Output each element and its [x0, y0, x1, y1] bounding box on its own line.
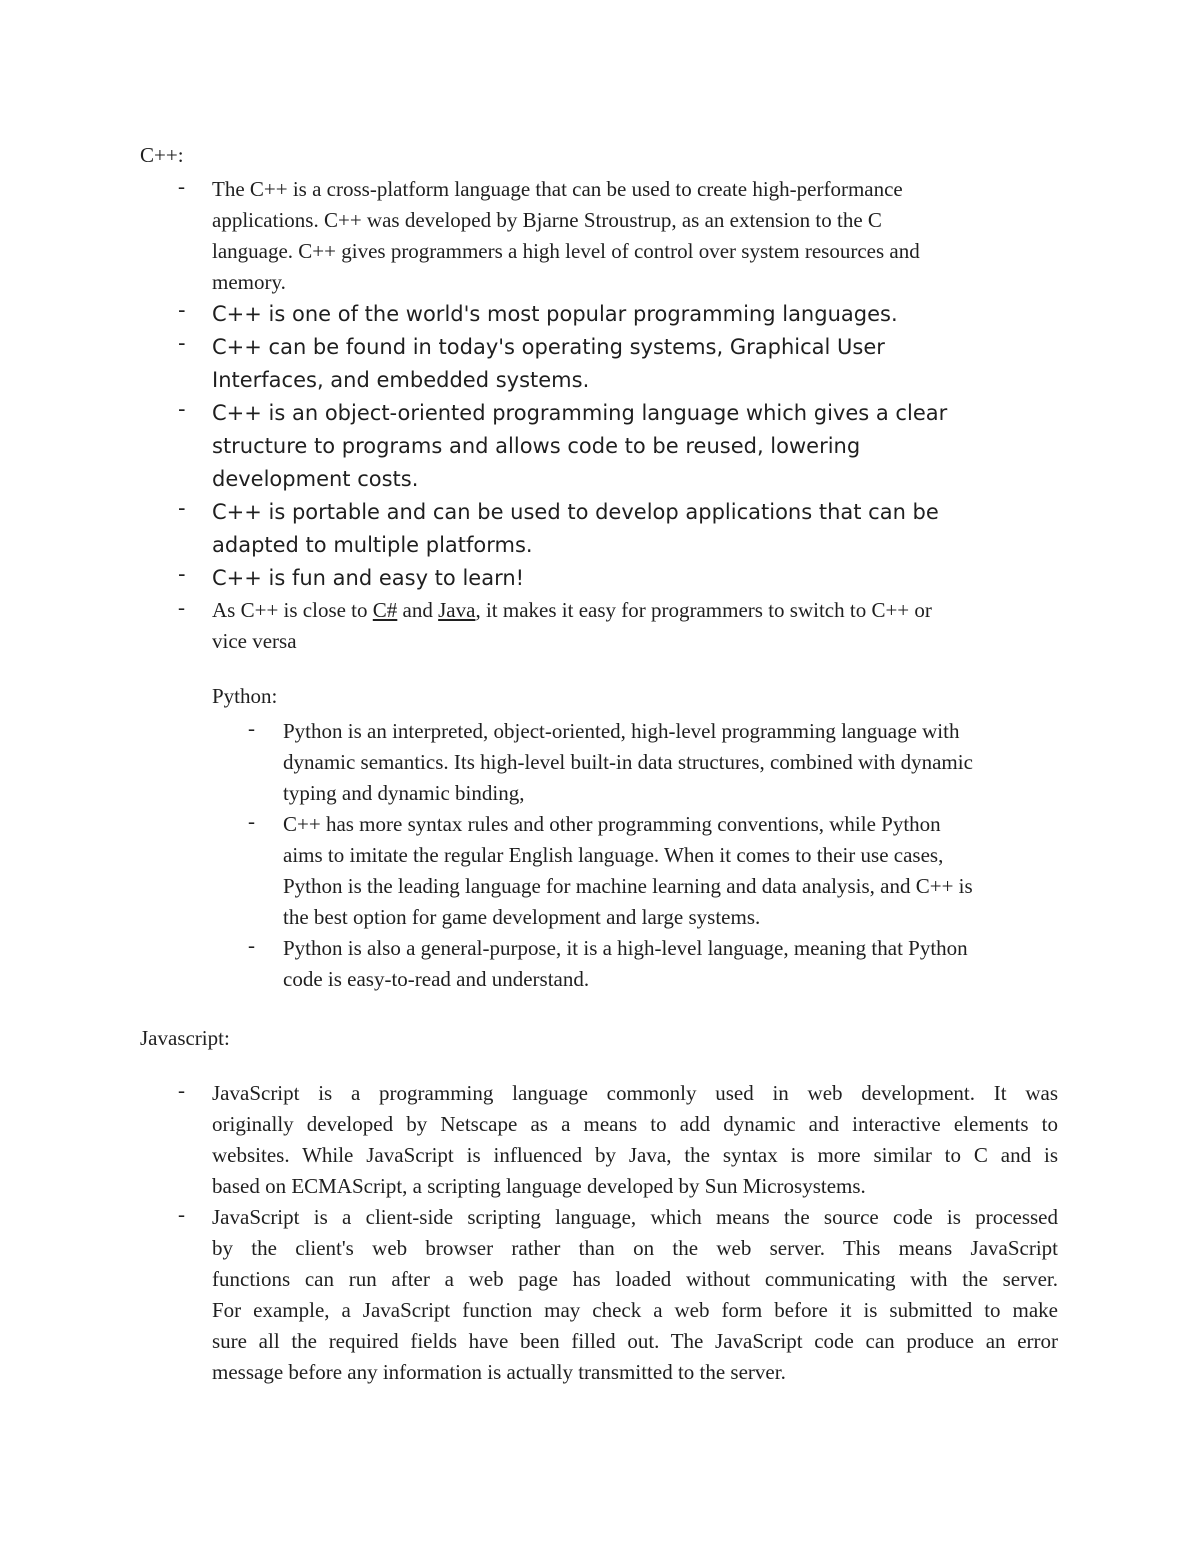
section-heading-python: Python:	[212, 684, 278, 708]
list-item-line: Python is the leading language for machine learning and data analysis, and C++ is	[283, 874, 973, 898]
bullet-dash: -	[248, 809, 255, 833]
list-item-line: sure all the required fields have been filled out. The JavaScript code can produce an error	[212, 1329, 1058, 1353]
list-item-line: For example, a JavaScript function may check a web form before it is submitted to make	[212, 1298, 1058, 1322]
list-item	[283, 933, 968, 995]
list-item-line: message before any information is actually transmitted to the server.	[212, 1360, 786, 1384]
list-item-line: Interfaces, and embedded systems.	[212, 368, 590, 392]
list-item-line: C++ is fun and easy to learn!	[212, 566, 525, 590]
list-item	[212, 397, 947, 496]
list-item-line: C++ is one of the world's most popular programming languages.	[212, 302, 898, 326]
section-heading-javascript: Javascript:	[140, 1026, 230, 1050]
list-item	[212, 298, 898, 331]
list-item-line: code is easy-to-read and understand.	[283, 967, 590, 991]
list-item-line: Python is an interpreted, object-oriented, high-level programming language with	[283, 719, 960, 743]
list-item	[283, 809, 973, 933]
list-item-line: typing and dynamic binding,	[283, 781, 525, 805]
bullet-dash: -	[178, 496, 186, 520]
text: As C++ is close to	[212, 598, 373, 622]
list-item	[212, 1078, 1058, 1202]
list-item	[212, 562, 524, 595]
list-item	[212, 1202, 1058, 1388]
list-item	[212, 174, 920, 298]
bullet-dash: -	[248, 716, 255, 740]
bullet-dash: -	[178, 562, 186, 586]
list-item-line: C++ is an object-oriented programming language which gives a clear	[212, 401, 948, 425]
list-item-line: vice versa	[212, 629, 297, 653]
link-java[interactable]: Java	[438, 598, 476, 622]
list-item-line: by the client's web browser rather than on the web server. This means JavaScript	[212, 1236, 1058, 1260]
list-item-line: C++ has more syntax rules and other programming conventions, while Python	[283, 812, 941, 836]
list-item-line: development costs.	[212, 467, 419, 491]
list-item-line: language. C++ gives programmers a high level of control over system resources and	[212, 239, 920, 263]
list-item-line: structure to programs and allows code to be reused, lowering	[212, 434, 861, 458]
list-item-line: applications. C++ was developed by Bjarne Stroustrup, as an extension to the C	[212, 208, 882, 232]
list-item-line: C++ is portable and can be used to develop applications that can be	[212, 500, 939, 524]
list-item	[212, 331, 885, 397]
bullet-dash: -	[178, 595, 185, 619]
bullet-dash: -	[178, 174, 185, 198]
bullet-dash: -	[178, 1202, 185, 1226]
text: , it makes it easy for programmers to switch to C++ or	[475, 598, 932, 622]
list-item-line: aims to imitate the regular English language. When it comes to their use cases,	[283, 843, 944, 867]
list-item-line: dynamic semantics. Its high-level built-in data structures, combined with dynamic	[283, 750, 973, 774]
list-item-line: the best option for game development and large systems.	[283, 905, 761, 929]
list-item-line: memory.	[212, 270, 286, 294]
list-item-line: C++ can be found in today's operating systems, Graphical User	[212, 335, 885, 359]
list-item-line: The C++ is a cross-platform language that can be used to create high-performance	[212, 177, 903, 201]
list-item-line: based on ECMAScript, a scripting language developed by Sun Microsystems.	[212, 1174, 866, 1198]
bullet-dash: -	[248, 933, 255, 957]
list-item	[212, 496, 939, 562]
text: and	[397, 598, 439, 622]
bullet-dash: -	[178, 331, 186, 355]
list-item-line: JavaScript is a programming language commonly used in web development. It was	[212, 1081, 1058, 1105]
section-heading-cpp: C++:	[140, 143, 184, 167]
list-item	[212, 595, 932, 657]
list-item-line: websites. While JavaScript is influenced by Java, the syntax is more similar to C and is	[212, 1143, 1058, 1167]
link-csharp[interactable]: C#	[372, 598, 398, 622]
bullet-dash: -	[178, 397, 186, 421]
list-item-line: JavaScript is a client-side scripting language, which means the source code is processed	[212, 1205, 1058, 1229]
list-item-line: Python is also a general-purpose, it is a high-level language, meaning that Python	[283, 936, 968, 960]
bullet-dash: -	[178, 1078, 185, 1102]
bullet-dash: -	[178, 298, 186, 322]
list-item-line: originally developed by Netscape as a means to add dynamic and interactive elements to	[212, 1112, 1058, 1136]
list-item-line: functions can run after a web page has loaded without communicating with the server.	[212, 1267, 1058, 1291]
list-item	[283, 716, 973, 809]
list-item-line: adapted to multiple platforms.	[212, 533, 533, 557]
